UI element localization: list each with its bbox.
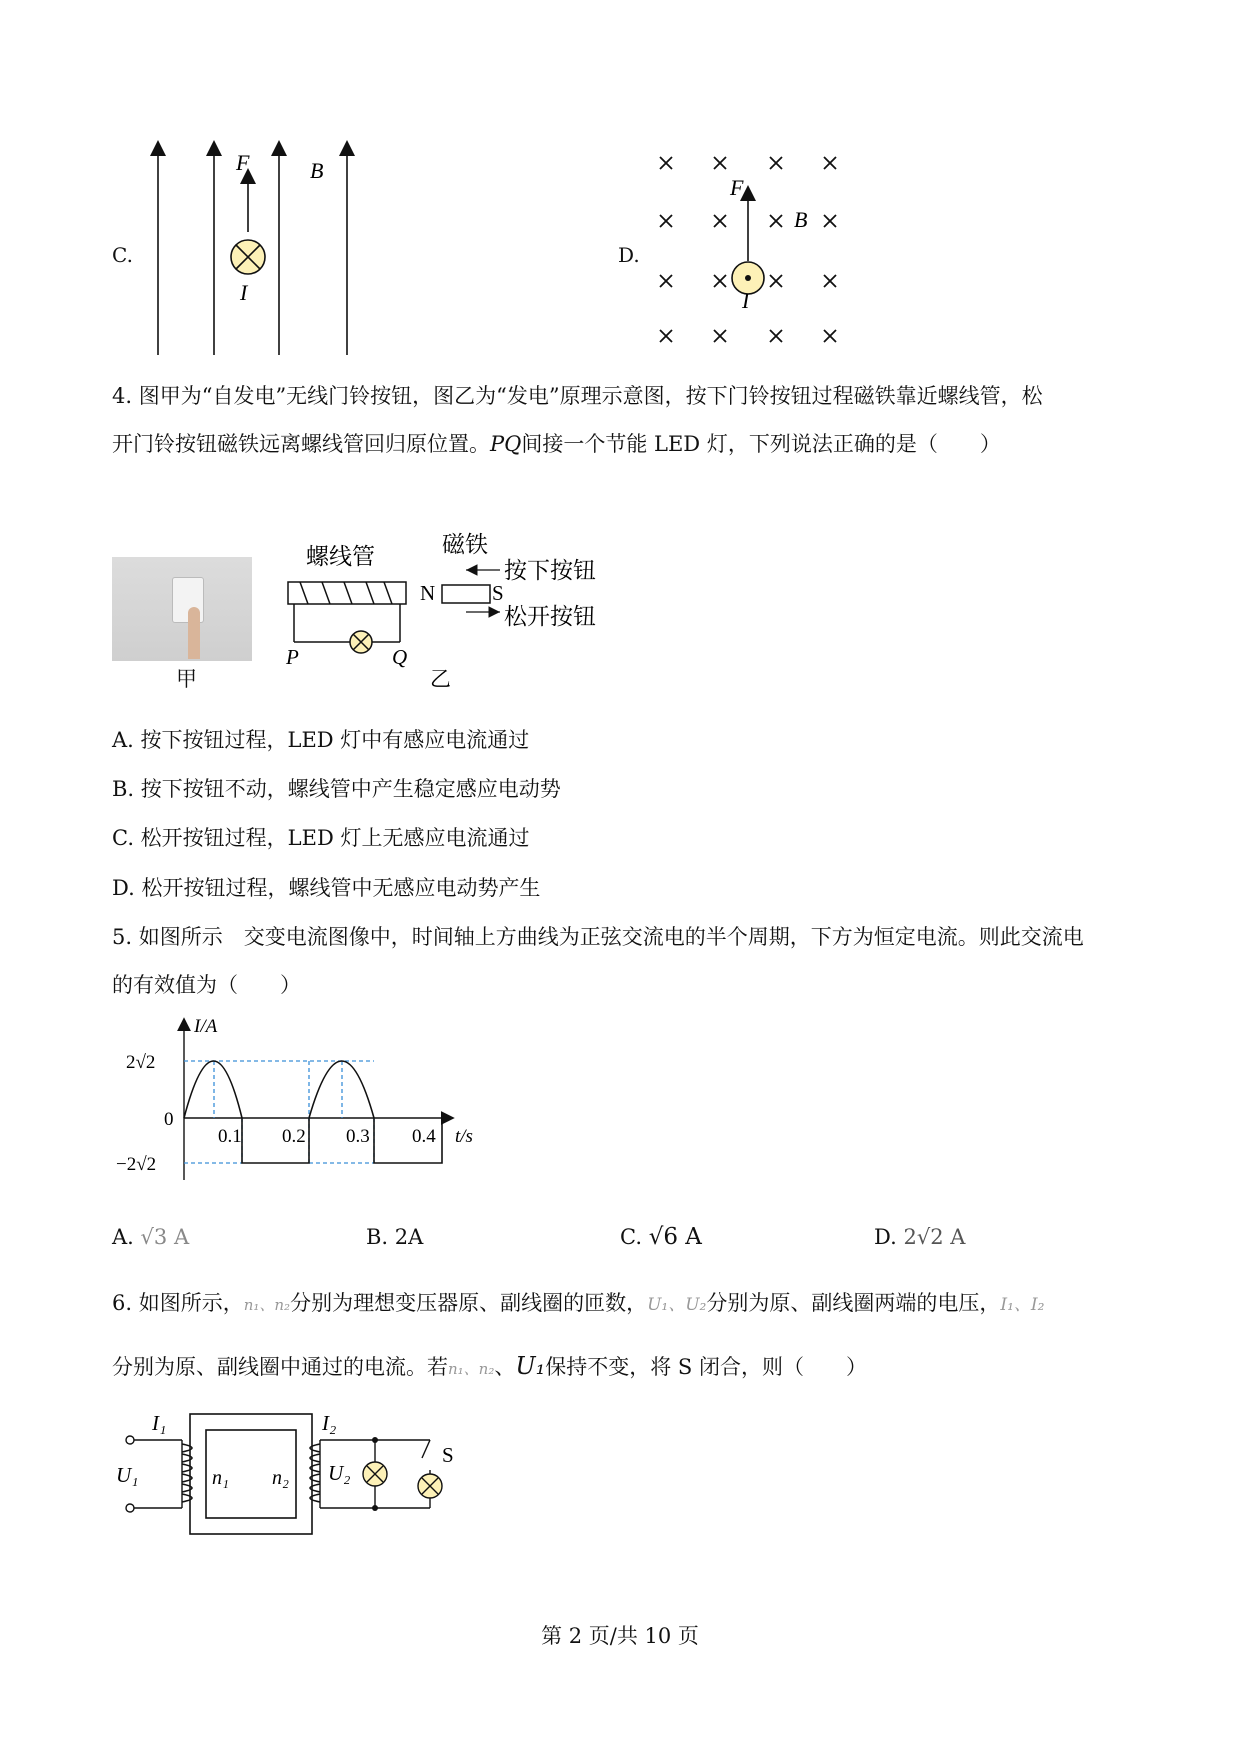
solenoid-label: 螺线管 xyxy=(306,544,375,569)
release-label: 松开按钮 xyxy=(504,604,596,629)
option-label: C. xyxy=(620,1225,642,1249)
q4-stem-line2 xyxy=(112,429,1001,459)
led-lamp-icon xyxy=(350,631,372,653)
y-tick-negative: −2√2 xyxy=(116,1154,157,1175)
n2-label: n₂ xyxy=(272,1467,289,1489)
switch-label: S xyxy=(442,1443,454,1467)
x-tick: 0.2 xyxy=(282,1126,306,1147)
lamp-1-icon xyxy=(363,1462,387,1486)
fig-jia-caption: 甲 xyxy=(176,667,197,691)
u2-label: U₂ xyxy=(328,1461,351,1485)
u1-label: U₁ xyxy=(116,1463,139,1487)
q6-symbols: U₁、U₂ xyxy=(647,1295,707,1315)
doorbell-photo xyxy=(112,557,252,661)
y-tick-positive: 2√2 xyxy=(126,1052,156,1073)
force-label: F xyxy=(236,150,250,175)
q4-stem-text: 开门铃按钮磁铁远离螺线管回归原位置。 xyxy=(112,432,490,456)
q6-symbols: I₁、I₂ xyxy=(1000,1295,1045,1315)
magnet-label: 磁铁 xyxy=(442,532,488,557)
q6-symbols: U₁ xyxy=(515,1352,546,1380)
q5-stem-line1: 5. 如图所示 交变电流图像中，时间轴上方曲线为正弦交流电的半个周期，下方为恒定电流。则此交流电 xyxy=(112,925,1084,949)
q3-option-d-figure xyxy=(648,145,858,360)
x-tick: 0.4 xyxy=(412,1126,436,1147)
option-value: √3 A xyxy=(140,1225,190,1249)
q4-pq: PQ xyxy=(490,432,522,456)
q4-stem-text: 间接一个节能 LED 灯，下列说法正确的是（ ） xyxy=(521,432,1001,456)
q4-option-d: D. 松开按钮过程，螺线管中无感应电动势产生 xyxy=(112,876,541,900)
solenoid-coil xyxy=(288,582,406,604)
option-label: A. xyxy=(112,1225,134,1249)
i2-label: I₂ xyxy=(322,1411,337,1435)
option-label: D. xyxy=(874,1225,897,1249)
option-value: 2√2 A xyxy=(903,1225,966,1249)
q6-symbols: n₁、n₂ xyxy=(448,1360,495,1378)
generator-diagram xyxy=(280,530,620,695)
q6-text: 分别为理想变压器原、副线圈的匝数， xyxy=(290,1291,648,1315)
sine-half-1 xyxy=(184,1061,242,1118)
q6-text: 6. 如图所示， xyxy=(112,1291,244,1315)
q4-option-a: A. 按下按钮过程，LED 灯中有感应电流通过 xyxy=(112,728,530,752)
current-label: I xyxy=(240,280,248,305)
input-terminal-top xyxy=(126,1436,134,1444)
transformer-core xyxy=(190,1414,312,1534)
magnet-bar xyxy=(442,585,490,603)
terminal-p-label: P xyxy=(286,645,299,669)
field-label: B xyxy=(310,158,324,183)
current-into-page-icon xyxy=(231,240,265,274)
q3-option-c-figure xyxy=(140,140,380,360)
q6-stem-line2 xyxy=(112,1351,867,1384)
q6-text: 分别为原、副线圈中通过的电流。若 xyxy=(112,1355,448,1379)
q6-stem-line1 xyxy=(112,1288,1044,1320)
q4-option-b: B. 按下按钮不动，螺线管中产生稳定感应电动势 xyxy=(112,777,561,801)
q4-stem-line1: 4. 图甲为“自发电”无线门铃按钮，图乙为“发电”原理示意图，按下门铃按钮过程磁铁靠近螺线管，松 xyxy=(112,384,1043,408)
fig-yi-caption: 乙 xyxy=(430,667,451,691)
switch-s-icon xyxy=(422,1440,430,1458)
i1-label: I₁ xyxy=(152,1411,167,1435)
press-label: 按下按钮 xyxy=(504,558,596,583)
q6-text: 分别为原、副线圈两端的电压， xyxy=(706,1291,1001,1315)
field-label: B xyxy=(794,207,808,232)
q6-text: 保持不变，将 S 闭合，则（ ） xyxy=(545,1355,867,1379)
option-label: B. xyxy=(366,1225,389,1249)
q6-symbols: n₁、n₂ xyxy=(243,1296,291,1314)
n1-label: n₁ xyxy=(212,1467,229,1489)
q5-option-d xyxy=(874,1222,965,1252)
q6-text: 、 xyxy=(494,1355,516,1379)
lamp-2-icon xyxy=(418,1474,442,1498)
option-value: √6 A xyxy=(648,1224,702,1250)
q5-current-graph xyxy=(112,1012,482,1187)
q3-option-d-label: D. xyxy=(618,243,640,267)
q5-option-b xyxy=(366,1222,423,1252)
current-label: I xyxy=(742,288,750,313)
magnet-n-label: N xyxy=(420,581,436,605)
q5-option-c xyxy=(620,1222,702,1252)
x-tick: 0.1 xyxy=(218,1126,242,1147)
page-footer: 第 2 页/共 10 页 xyxy=(541,1624,699,1648)
x-tick: 0.3 xyxy=(346,1126,370,1147)
y-tick-origin: 0 xyxy=(164,1109,174,1130)
y-axis-label: I/A xyxy=(194,1016,218,1037)
q5-stem-line2: 的有效值为（ ） xyxy=(112,973,301,997)
q3-option-c-label: C. xyxy=(112,243,133,267)
transformer-diagram xyxy=(112,1400,462,1550)
dashed-guides xyxy=(184,1061,374,1163)
q5-option-a xyxy=(112,1222,189,1252)
q4-option-c: C. 松开按钮过程，LED 灯上无感应电流通过 xyxy=(112,826,530,850)
finger-icon xyxy=(188,607,200,659)
option-value: 2A xyxy=(394,1225,424,1249)
terminal-q-label: Q xyxy=(392,645,408,669)
input-terminal-bottom xyxy=(126,1504,134,1512)
magnet-s-label: S xyxy=(492,581,504,605)
force-label: F xyxy=(730,175,744,200)
x-axis-label: t/s xyxy=(455,1126,473,1147)
